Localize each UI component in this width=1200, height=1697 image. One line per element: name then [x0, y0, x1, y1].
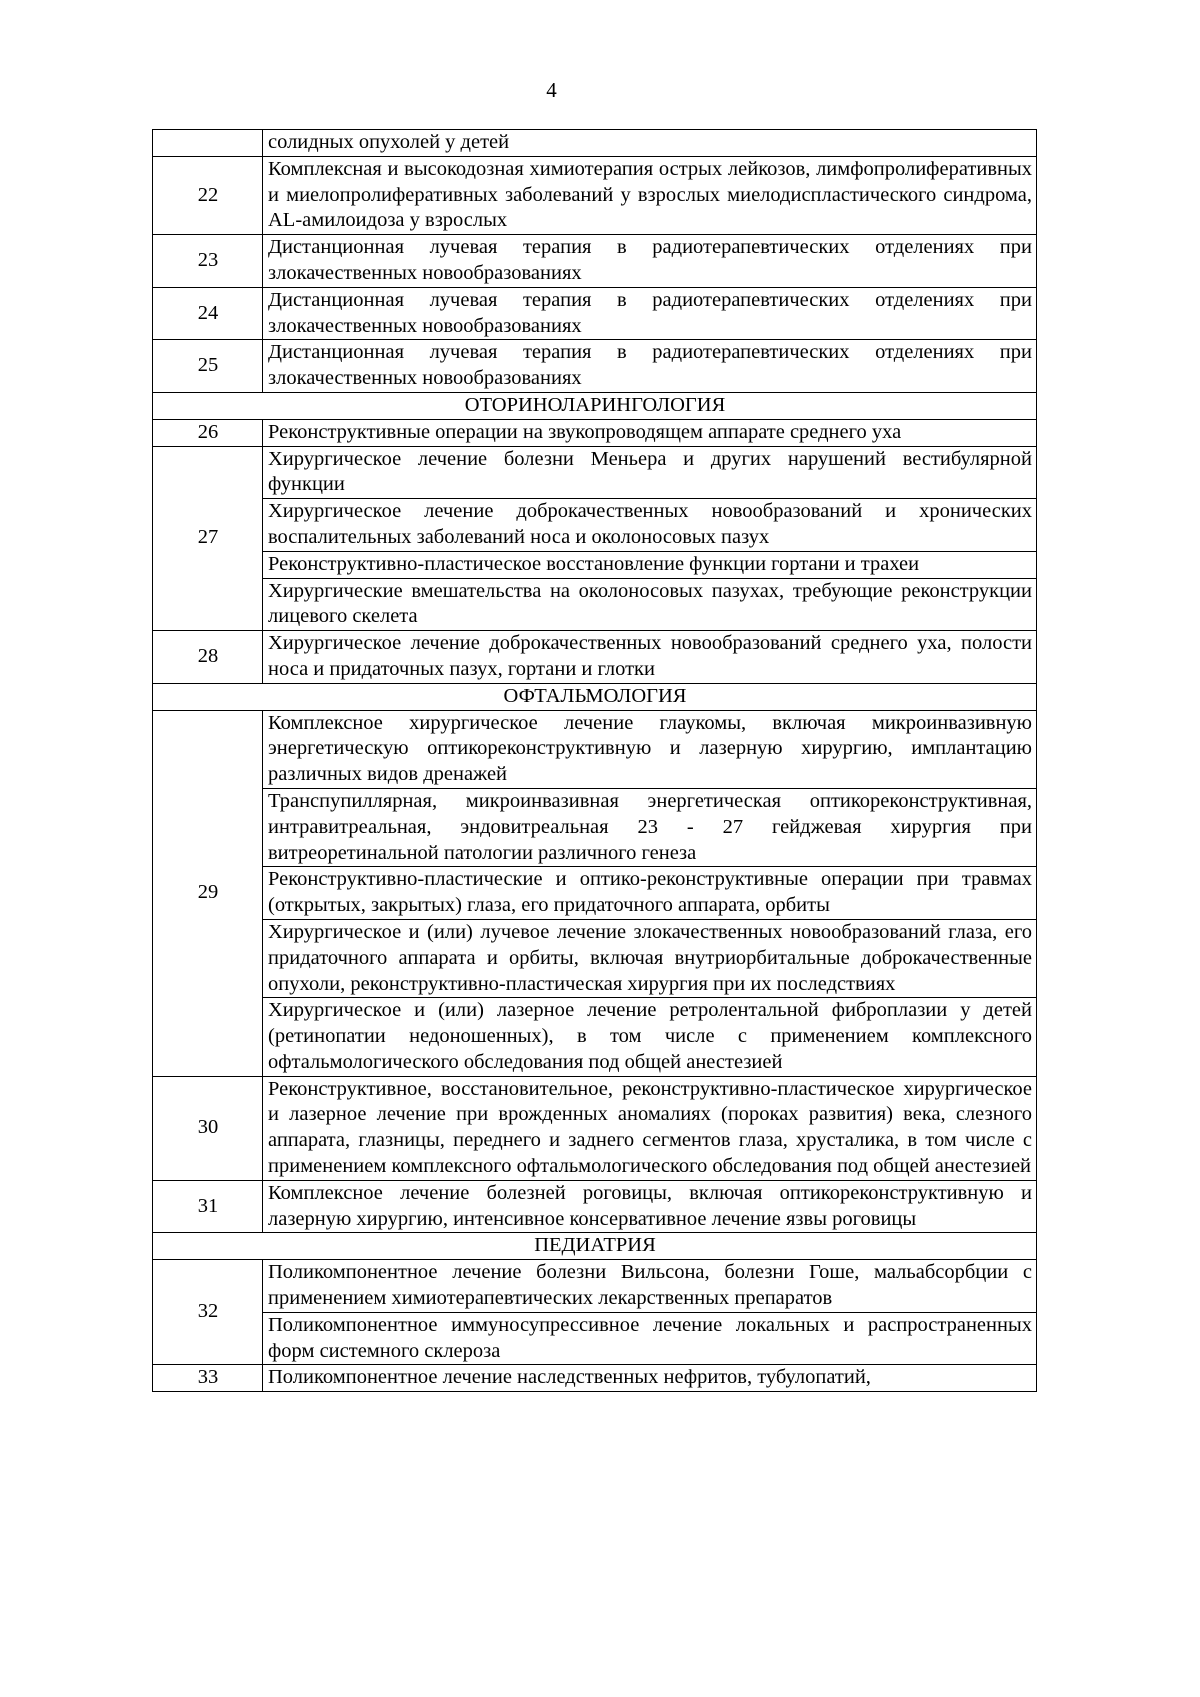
table-row	[153, 1365, 1037, 1392]
service-description: Дистанционная лучевая терапия в радиотерапевтических отделениях при злокачественных новообразованиях	[263, 235, 1037, 288]
section-row	[153, 392, 1037, 419]
section-title: ПЕДИАТРИЯ	[153, 1233, 1037, 1260]
row-number: 30	[153, 1076, 263, 1180]
page-number: 4	[546, 78, 557, 102]
table-row	[153, 446, 1037, 499]
table-row	[153, 1312, 1037, 1365]
section-title: ОТОРИНОЛАРИНГОЛОГИЯ	[153, 392, 1037, 419]
table-row	[153, 551, 1037, 578]
service-description: Реконструктивно-пластическое восстановление функции гортани и трахеи	[263, 551, 1037, 578]
section-row	[153, 1233, 1037, 1260]
table-row	[153, 419, 1037, 446]
table-row	[153, 156, 1037, 234]
section-title: ОФТАЛЬМОЛОГИЯ	[153, 683, 1037, 710]
row-number: 24	[153, 287, 263, 340]
service-description: Транспупиллярная, микроинвазивная энергетическая оптикореконструктивная, интравитреальная, эндовитреальная 23 - 27 гейджевая хирургия при витреоретинальной патологии различного генеза	[263, 788, 1037, 866]
service-description: Комплексное хирургическое лечение глаукомы, включая микроинвазивную энергетическую оптикореконструктивную и лазерную хирургию, имплантацию различных видов дренажей	[263, 710, 1037, 788]
table-row	[153, 235, 1037, 288]
table-row	[153, 867, 1037, 920]
service-description: Хирургическое лечение болезни Меньера и других нарушений вестибулярной функции	[263, 446, 1037, 499]
service-description: Комплексная и высокодозная химиотерапия острых лейкозов, лимфопролиферативных и миелопролиферативных заболеваний у взрослых миелодиспластического синдрома, AL-амилоидоза у взрослых	[263, 156, 1037, 234]
service-description: Хирургическое и (или) лучевое лечение злокачественных новообразований глаза, его придаточного аппарата и орбиты, включая внутриорбитальные доброкачественные опухоли, реконструктивно-пластическая хирургия при их последствиях	[263, 919, 1037, 997]
row-number: 25	[153, 340, 263, 393]
service-description: Поликомпонентное лечение наследственных нефритов, тубулопатий,	[263, 1365, 1037, 1392]
table-row	[153, 578, 1037, 631]
services-table	[152, 129, 1037, 1392]
row-number: 26	[153, 419, 263, 446]
table-row	[153, 710, 1037, 788]
row-number: 32	[153, 1260, 263, 1365]
service-description: Поликомпонентное лечение болезни Вильсона, болезни Гоше, мальабсорбции с применением химиотерапевтических лекарственных препаратов	[263, 1260, 1037, 1313]
row-number	[153, 130, 263, 157]
table-row	[153, 1076, 1037, 1180]
service-description: Дистанционная лучевая терапия в радиотерапевтических отделениях при злокачественных новообразованиях	[263, 287, 1037, 340]
row-number: 33	[153, 1365, 263, 1392]
table-row	[153, 287, 1037, 340]
service-description: солидных опухолей у детей	[263, 130, 1037, 157]
table-row	[153, 631, 1037, 684]
service-description: Реконструктивно-пластические и оптико-реконструктивные операции при травмах (открытых, закрытых) глаза, его придаточного аппарата, орбиты	[263, 867, 1037, 920]
table-row	[153, 1260, 1037, 1313]
row-number: 27	[153, 446, 263, 631]
service-description: Хирургические вмешательства на околоносовых пазухах, требующие реконструкции лицевого скелета	[263, 578, 1037, 631]
table-row	[153, 919, 1037, 997]
table-row	[153, 340, 1037, 393]
row-number: 28	[153, 631, 263, 684]
section-row	[153, 683, 1037, 710]
service-description: Поликомпонентное иммуносупрессивное лечение локальных и распространенных форм системного склероза	[263, 1312, 1037, 1365]
row-number: 29	[153, 710, 263, 1076]
service-description: Хирургическое лечение доброкачественных новообразований и хронических воспалительных заболеваний носа и околоносовых пазух	[263, 499, 1037, 552]
table-row	[153, 130, 1037, 157]
service-description: Хирургическое лечение доброкачественных новообразований среднего уха, полости носа и придаточных пазух, гортани и глотки	[263, 631, 1037, 684]
table-row	[153, 998, 1037, 1076]
service-description: Реконструктивные операции на звукопроводящем аппарате среднего уха	[263, 419, 1037, 446]
service-description: Реконструктивное, восстановительное, реконструктивно-пластическое хирургическое и лазерное лечение при врожденных аномалиях (пороках развития) века, слезного аппарата, глазницы, переднего и заднего сегментов глаза, хрусталика, в том числе с применением комплексного офтальмологического обследования под общей анестезией	[263, 1076, 1037, 1180]
row-number: 31	[153, 1180, 263, 1233]
table-row	[153, 499, 1037, 552]
service-description: Комплексное лечение болезней роговицы, включая оптикореконструктивную и лазерную хирургию, интенсивное консервативное лечение язвы роговицы	[263, 1180, 1037, 1233]
services-table-body	[153, 130, 1037, 1392]
service-description: Дистанционная лучевая терапия в радиотерапевтических отделениях при злокачественных новообразованиях	[263, 340, 1037, 393]
table-row	[153, 1180, 1037, 1233]
row-number: 23	[153, 235, 263, 288]
row-number: 22	[153, 156, 263, 234]
service-description: Хирургическое и (или) лазерное лечение ретролентальной фиброплазии у детей (ретинопатии недоношенных), в том числе с применением комплексного офтальмологического обследования под общей анестезией	[263, 998, 1037, 1076]
table-row	[153, 788, 1037, 866]
